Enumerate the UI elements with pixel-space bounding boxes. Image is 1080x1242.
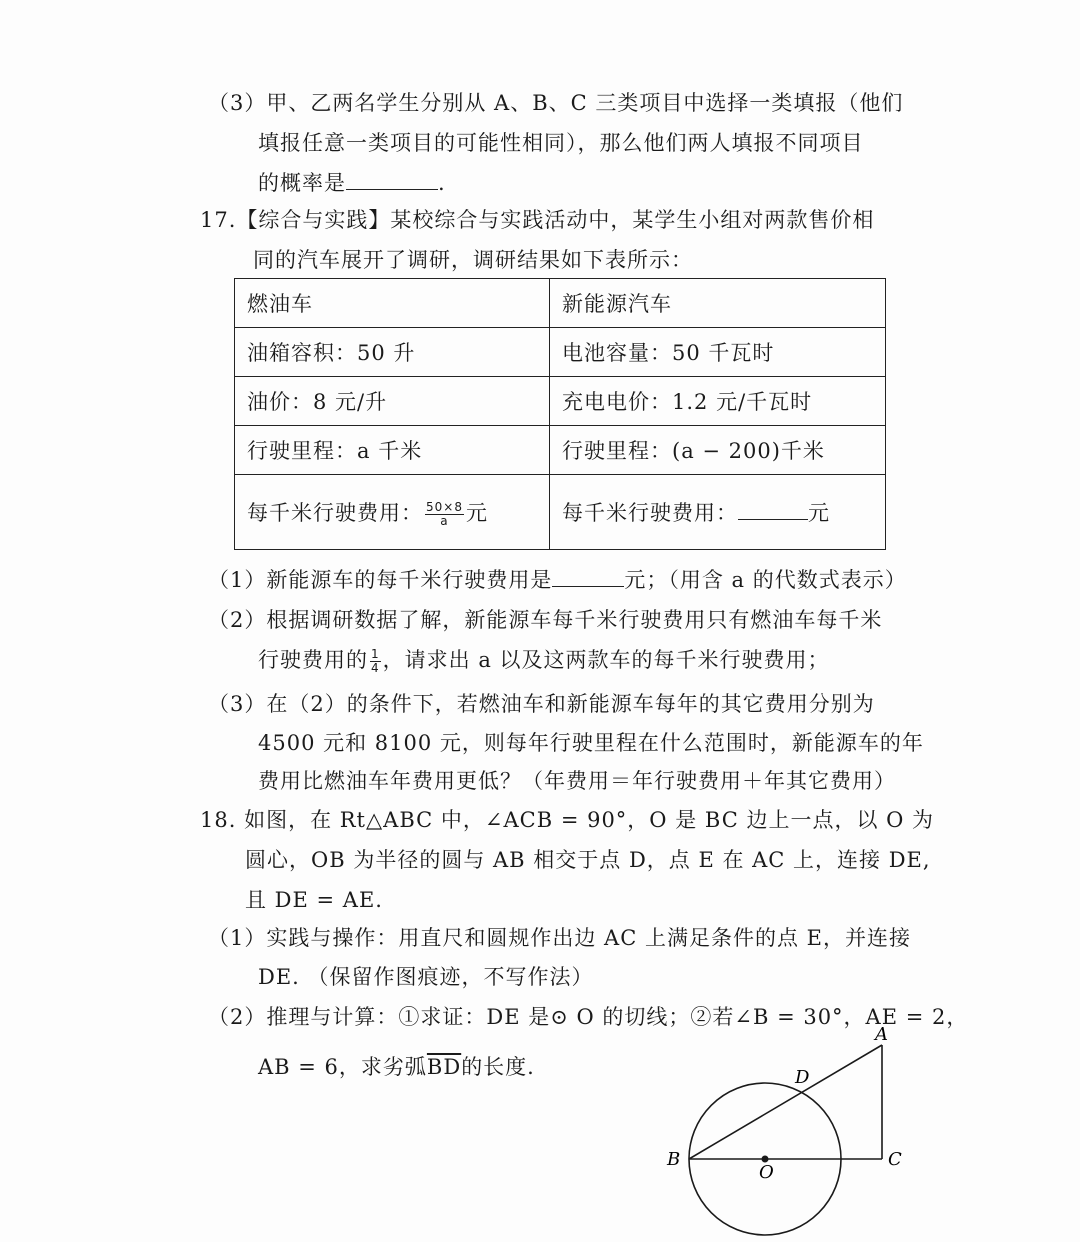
table-cell: 行驶里程：a 千米 bbox=[235, 426, 550, 475]
q17-part1-text: （1）新能源车的每千米行驶费用是 bbox=[208, 568, 553, 592]
fraction-denominator: 4 bbox=[371, 661, 380, 675]
table-row bbox=[235, 328, 886, 377]
ev-cost-blank[interactable] bbox=[738, 519, 808, 520]
label-o: O bbox=[759, 1162, 774, 1183]
fraction-numerator: 50×8 bbox=[426, 499, 463, 514]
q18-line1: 18. 如图，在 Rt△ABC 中，∠ACB = 90°，O 是 BC 边上一点，以 O 为 bbox=[200, 808, 935, 832]
table-cell bbox=[235, 475, 550, 550]
table-cell: 新能源汽车 bbox=[550, 279, 886, 328]
fraction-denominator: a bbox=[440, 513, 449, 528]
q16-3-line2: 填报任意一类项目的可能性相同），那么他们两人填报不同项目 bbox=[258, 131, 864, 155]
q16-3-line3 bbox=[258, 168, 446, 198]
q18-part1-line2: DE. （保留作图痕迹，不写作法） bbox=[258, 965, 594, 989]
q17-line2: 同的汽车展开了调研，调研结果如下表所示： bbox=[253, 248, 693, 272]
vehicle-comparison-table bbox=[234, 278, 886, 550]
q17-part1-end: 元；（用含 a 的代数式表示） bbox=[624, 568, 907, 592]
table-cell: 充电电价：1.2 元/千瓦时 bbox=[550, 377, 886, 426]
fuel-cost-unit: 元 bbox=[465, 500, 488, 525]
label-b: B bbox=[667, 1149, 681, 1170]
q17-line1: 17.【综合与实践】某校综合与实践活动中，某学生小组对两款售价相 bbox=[200, 208, 875, 232]
q17-part2-line2 bbox=[258, 645, 830, 675]
table-row bbox=[235, 475, 886, 550]
table-cell: 油价：8 元/升 bbox=[235, 377, 550, 426]
one-quarter-fraction bbox=[370, 648, 381, 675]
q17-part1-blank[interactable] bbox=[552, 586, 624, 587]
table-cell: 行驶里程：(a − 200)千米 bbox=[550, 426, 886, 475]
q18-part2-line2 bbox=[258, 1052, 535, 1082]
q17-part3-line3: 费用比燃油车年费用更低？（年费用＝年行驶费用＋年其它费用） bbox=[258, 769, 896, 793]
fraction-numerator: 1 bbox=[371, 647, 380, 661]
q16-3-answer-blank[interactable] bbox=[346, 189, 438, 190]
arc-bd-label: $\overline{BD}$ bbox=[426, 1055, 462, 1079]
ev-cost-unit: 元 bbox=[808, 501, 830, 525]
q16-3-line1: （3）甲、乙两名学生分别从 A、B、C 三类项目中选择一类填报（他们 bbox=[208, 91, 904, 115]
table-row bbox=[235, 377, 886, 426]
q18-part2-line2-end: 的长度. bbox=[461, 1055, 535, 1079]
ev-cost-label: 每千米行驶费用： bbox=[562, 501, 738, 525]
segment-ab bbox=[689, 1045, 882, 1159]
label-c: C bbox=[888, 1149, 902, 1170]
table-cell bbox=[550, 475, 886, 550]
q16-3-line3-text: 的概率是 bbox=[258, 171, 346, 195]
label-d: D bbox=[795, 1067, 810, 1088]
q17-part3-line2: 4500 元和 8100 元，则每年行驶里程在什么范围时，新能源车的年 bbox=[258, 731, 924, 755]
q17-part2-line2-text: 行驶费用的 bbox=[258, 648, 368, 672]
table-row bbox=[235, 426, 886, 475]
table-cell: 电池容量：50 千瓦时 bbox=[550, 328, 886, 377]
q17-part2-line2-end: ，请求出 a 以及这两款车的每千米行驶费用； bbox=[382, 648, 830, 672]
table-cell: 燃油车 bbox=[235, 279, 550, 328]
q18-part2-line1: （2）推理与计算：①求证：DE 是⊙ O 的切线；②若∠B = 30°，AE = 2， bbox=[208, 1005, 969, 1029]
fuel-cost-fraction bbox=[425, 501, 464, 528]
q18-part2-line2-text: AB = 6，求劣弧 bbox=[258, 1055, 427, 1079]
q16-3-line3-end: . bbox=[438, 171, 446, 195]
table-cell: 油箱容积：50 升 bbox=[235, 328, 550, 377]
table-row bbox=[235, 279, 886, 328]
q18-line3: 且 DE = AE. bbox=[245, 888, 383, 912]
q18-part1-line1: （1）实践与操作：用直尺和圆规作出边 AC 上满足条件的点 E，并连接 bbox=[208, 926, 911, 950]
q17-part3-line1: （3）在（2）的条件下，若燃油车和新能源车每年的其它费用分别为 bbox=[208, 692, 875, 716]
q18-line2: 圆心，OB 为半径的圆与 AB 相交于点 D，点 E 在 AC 上，连接 DE, bbox=[245, 848, 931, 872]
geometry-figure bbox=[660, 1020, 920, 1240]
q17-part1 bbox=[208, 565, 907, 595]
q17-part2-line1: （2）根据调研数据了解，新能源车每千米行驶费用只有燃油车每千米 bbox=[208, 608, 883, 632]
fuel-cost-label: 每千米行驶费用： bbox=[247, 500, 423, 525]
label-a: A bbox=[875, 1024, 888, 1045]
